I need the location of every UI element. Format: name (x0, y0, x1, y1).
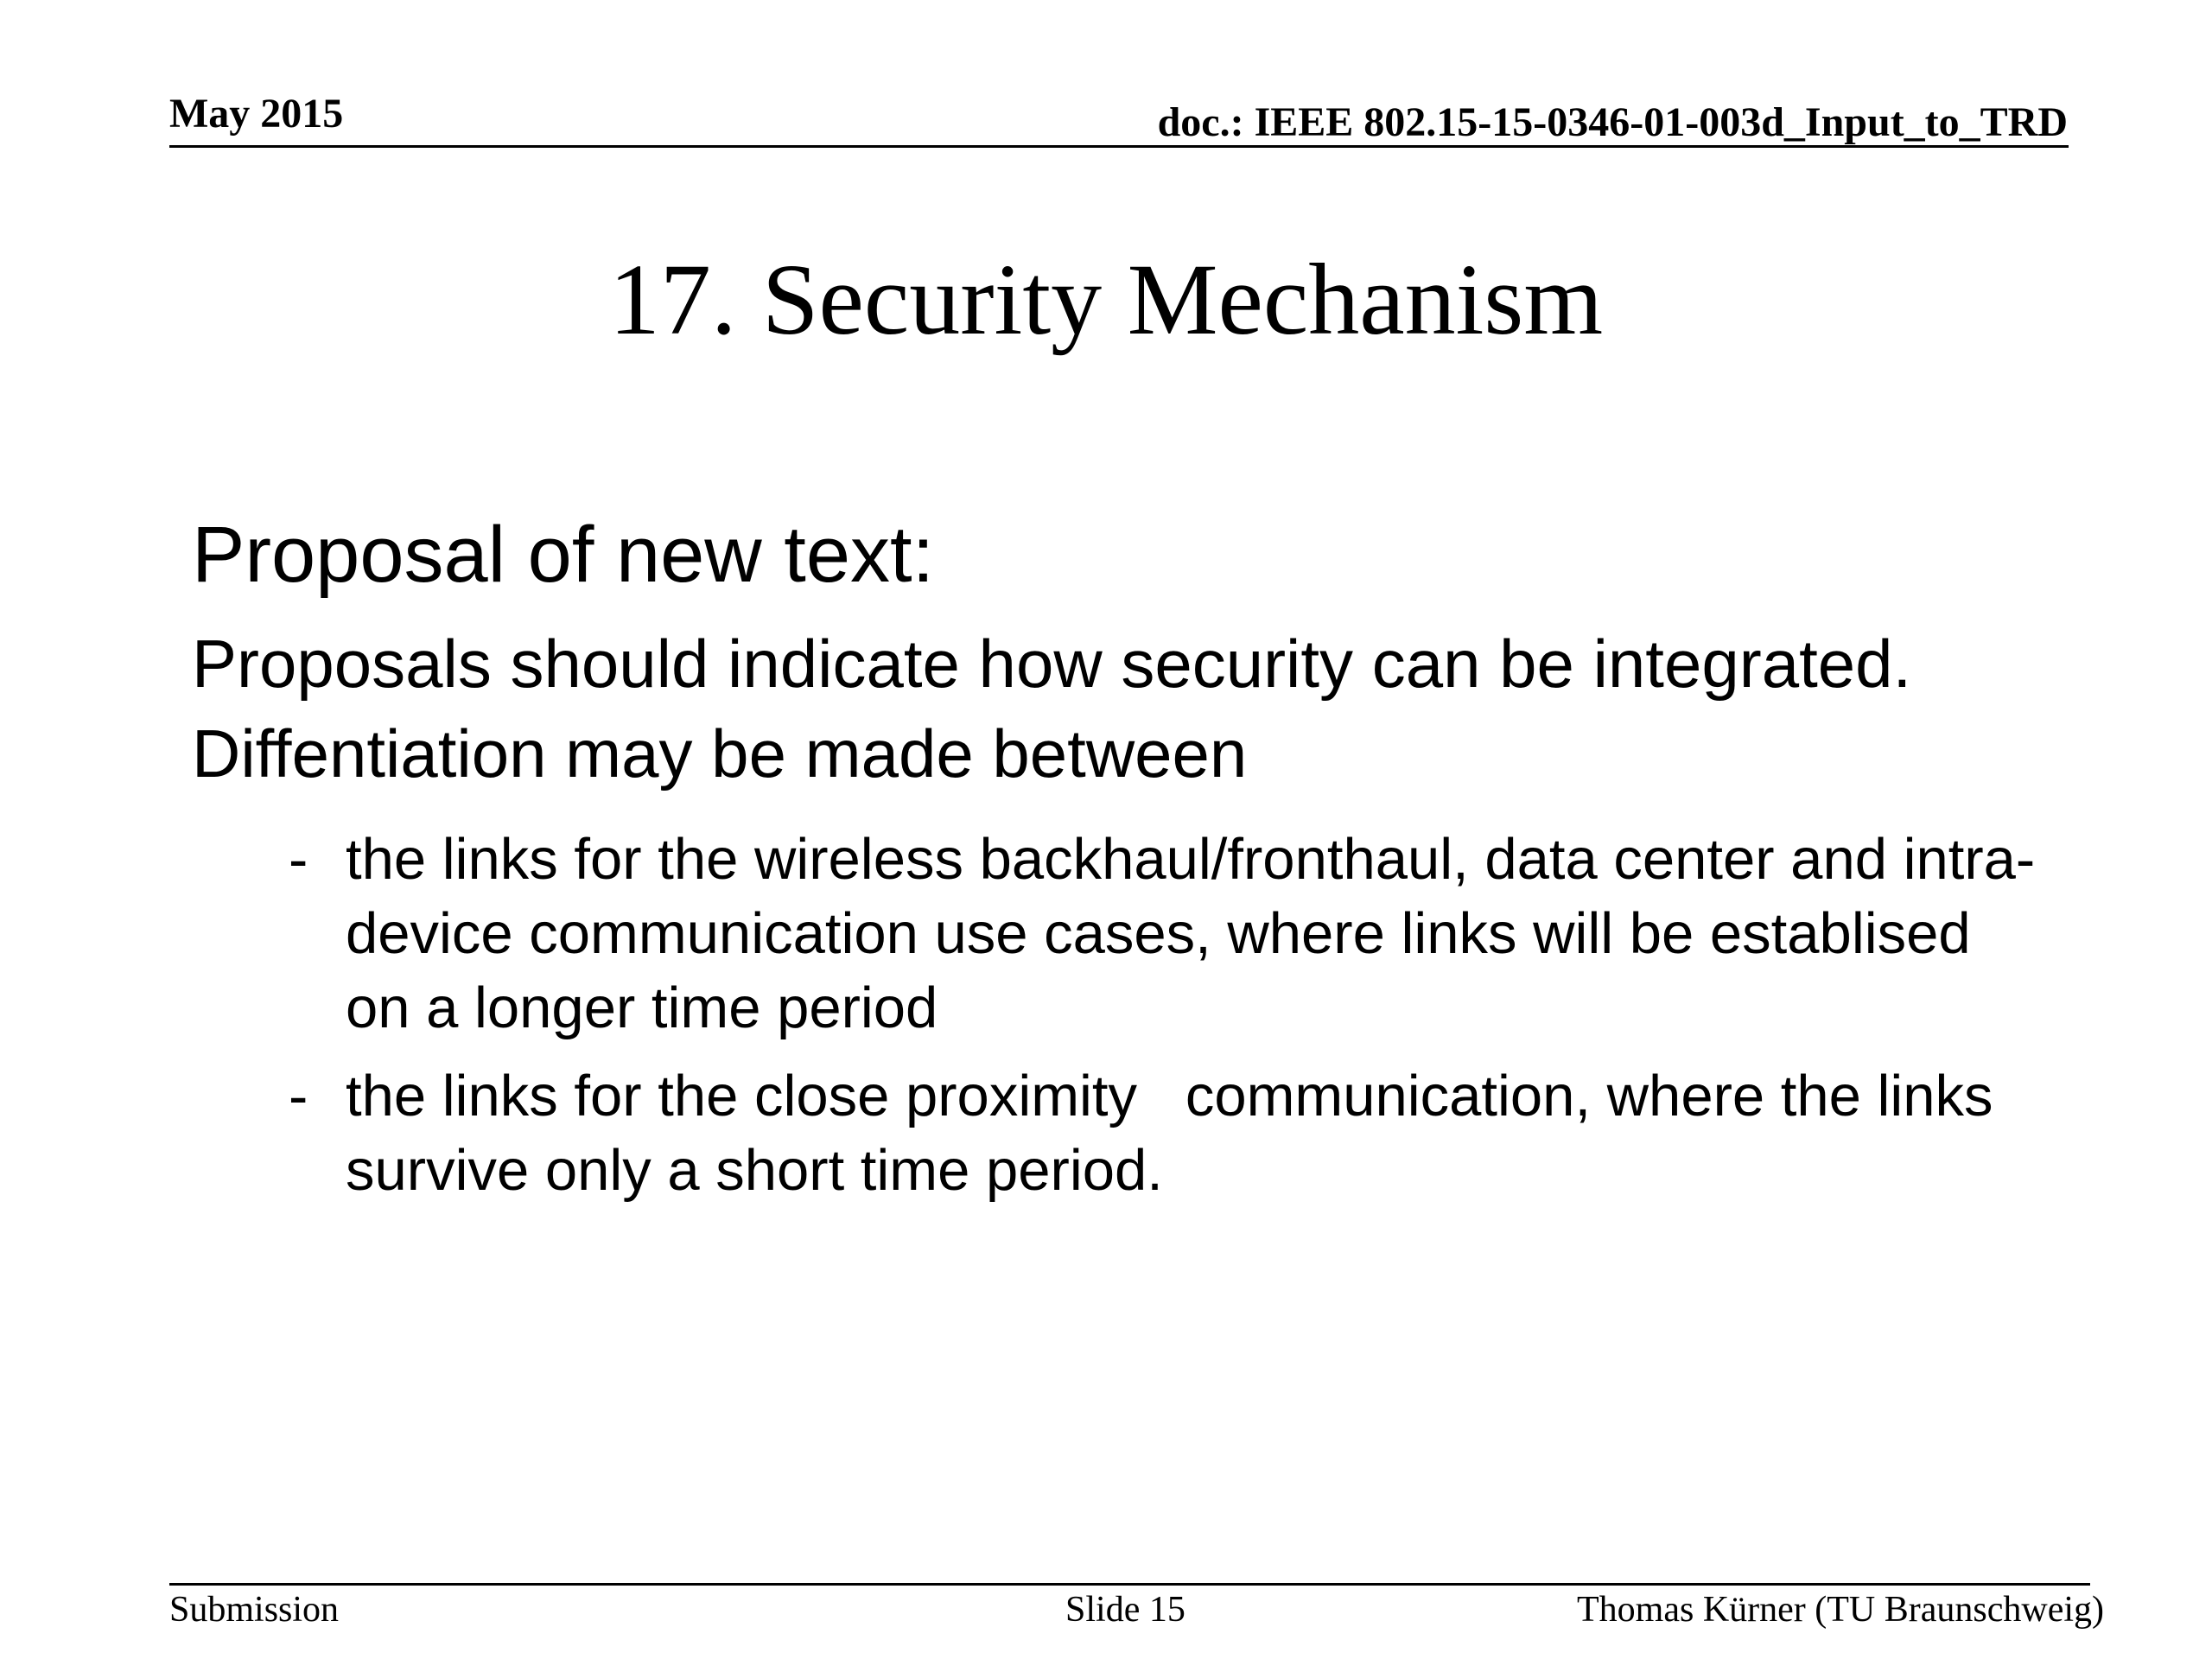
bullet-item (192, 823, 2050, 1046)
footer-rule (169, 1583, 2090, 1586)
bullet-dash: - (289, 1063, 308, 1128)
body-paragraph: Proposals should indicate how security can be integrated. Diffentiation may be made between (192, 625, 1912, 791)
bullet-text: the links for the close proximity communication, where the links survive only a short time period. (346, 1063, 2010, 1203)
bullet-list (192, 823, 2050, 1208)
bullet-dash: - (289, 826, 308, 892)
bullet-text: the links for the wireless backhaul/fronthaul, data center and intra-device communication use cases, where links will be establised on a longer time period (346, 826, 2036, 1040)
header-date: May 2015 (169, 91, 344, 137)
footer-author: Thomas Kürner (TU Braunschweig) (1577, 1590, 2104, 1630)
footer-submission: Submission (169, 1590, 340, 1630)
slide-title: 17. Security Mechanism (608, 243, 1604, 356)
header-rule (169, 145, 2069, 148)
body-heading: Proposal of new text: (192, 511, 935, 599)
footer-slide-number: Slide 15 (1065, 1590, 1185, 1630)
slide-body (192, 510, 2050, 1222)
header-doc-id: doc.: IEEE 802.15-15-0346-01-003d_Input_to_TRD (1157, 99, 2068, 145)
bullet-item (192, 1059, 2050, 1208)
